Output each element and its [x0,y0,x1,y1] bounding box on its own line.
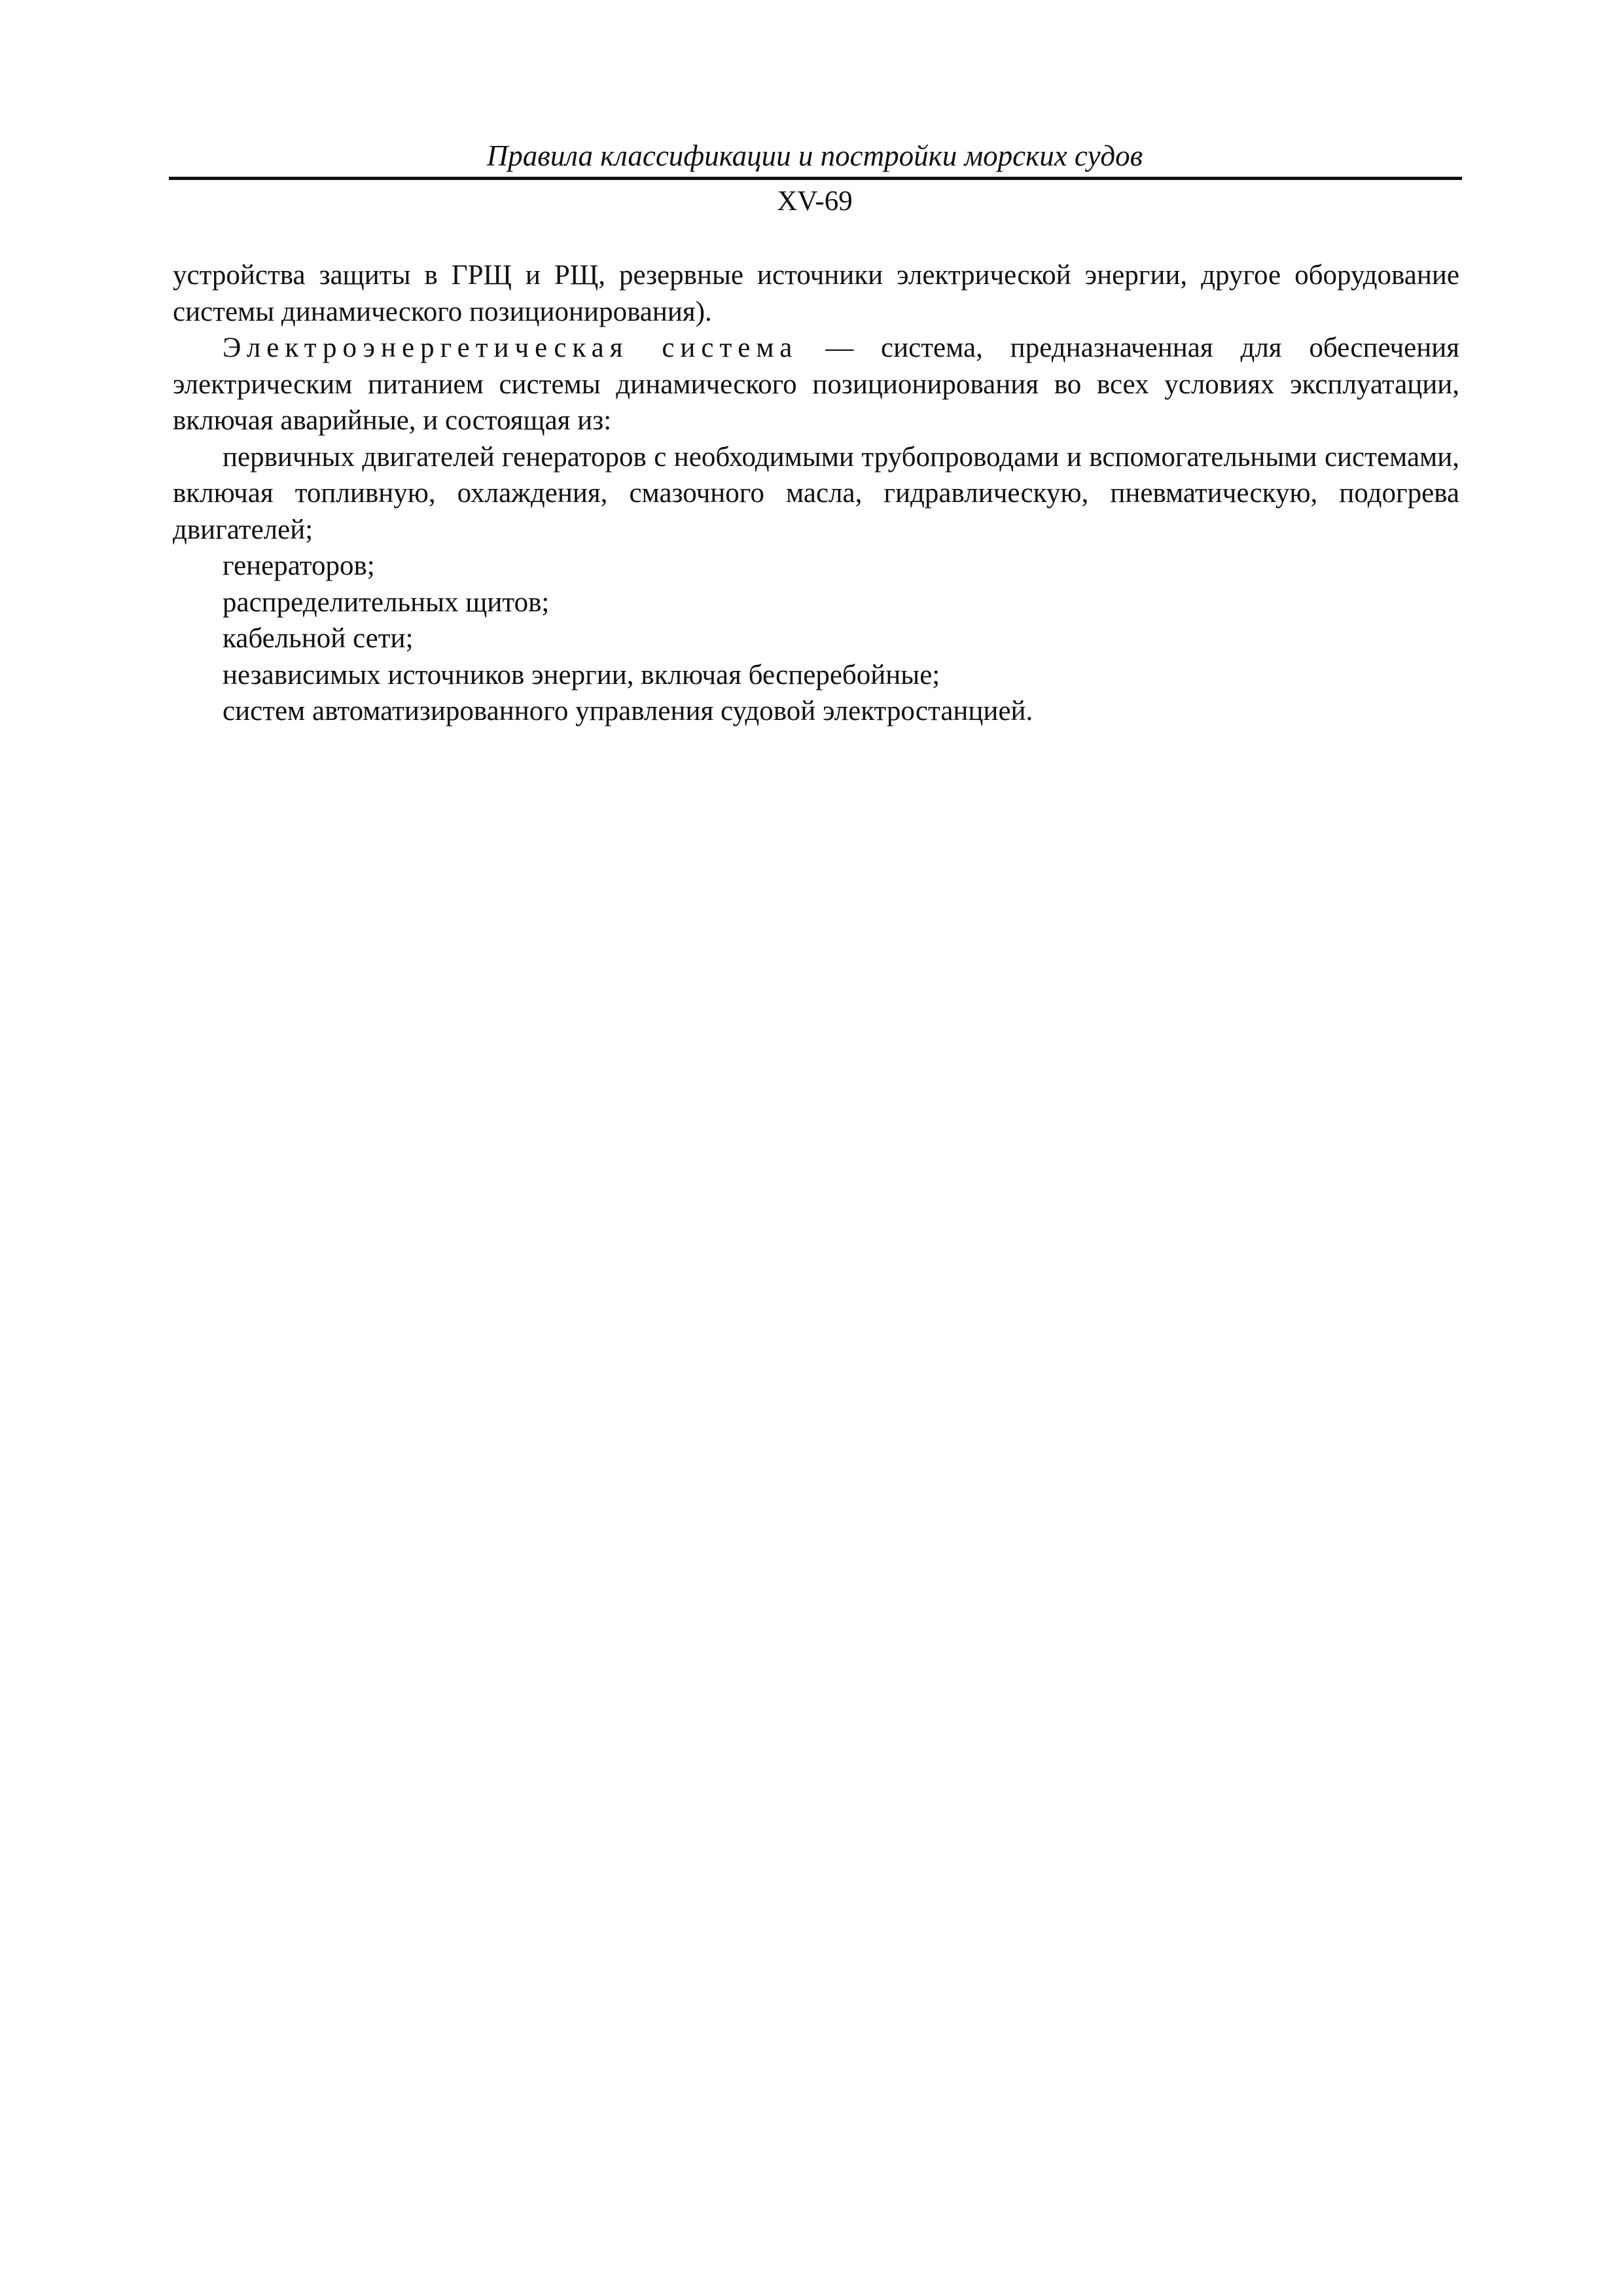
header-rule [169,177,1462,180]
list-item: систем автоматизированного управления судовой электростанцией. [223,696,1033,726]
list-item: первичных двигателей генераторов с необходимыми трубопроводами и вспомогательными системами, включая топливную, охлаждения, смазочного масла, гидравлическую, пневматическую, подогрева двигателей; [173,441,1459,545]
paragraph-definition [173,330,1459,439]
list-item: кабельной сети; [223,623,414,654]
defined-term: Электроэнергетическая система [223,332,798,363]
running-title: Правила классификации и постройки морских судов [486,139,1143,172]
paragraph-continuation: устройства защиты в ГРЩ и РЩ, резервные источники электрической энергии, другое оборудование системы динамического позиционирования). [173,260,1459,327]
body-text [173,257,1459,730]
list-item: независимых источников энергии, включая бесперебойные; [223,659,940,691]
list-item: распределительных щитов; [223,586,550,618]
list-item: генераторов; [223,550,375,581]
page-number: XV-69 [777,186,853,217]
definition-text: — система, предназначенная для обеспечения электрическим питанием системы динамического позиционирования во всех условиях эксплуатации, включая аварийные, и состоящая из: [173,332,1460,436]
